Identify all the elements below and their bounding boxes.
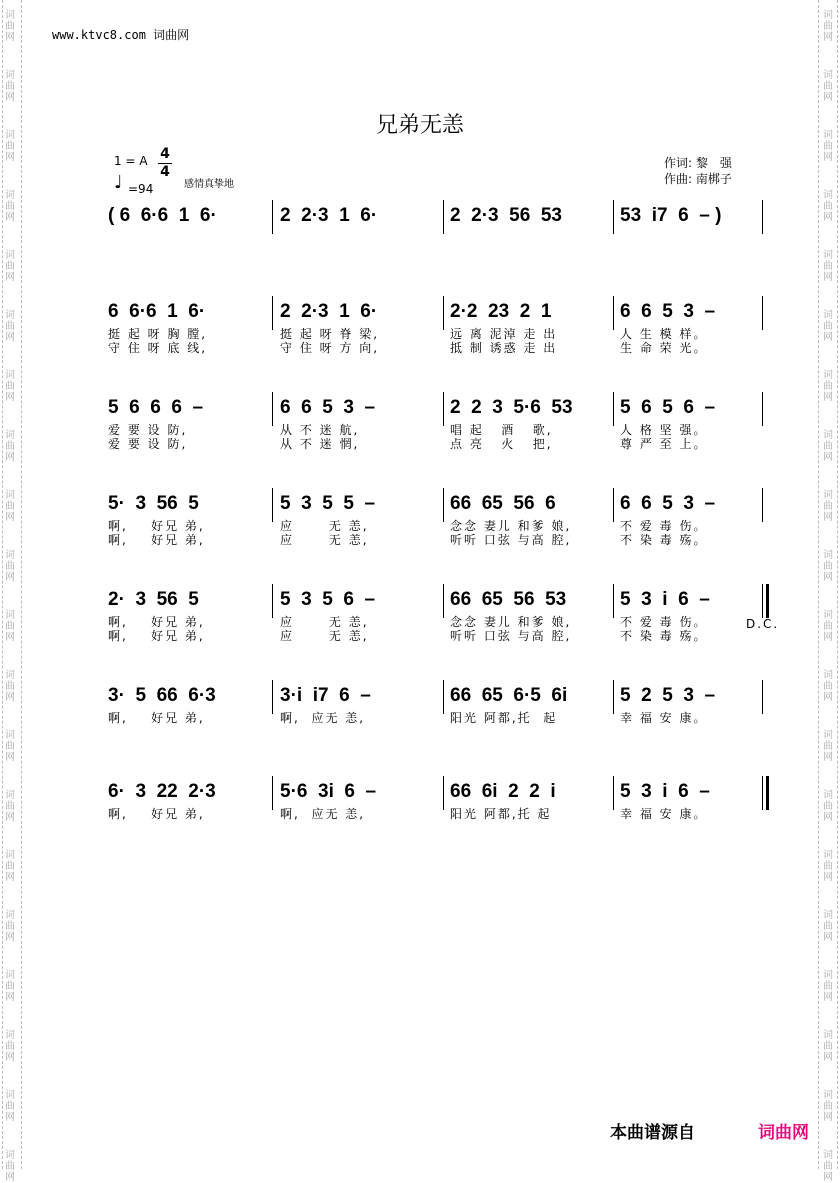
lyric-line: 阳光 阿都,托 起 xyxy=(450,807,552,821)
lyric-line: 啊, 好兄 弟, xyxy=(108,519,205,533)
watermark-text: 词 曲 网 xyxy=(823,370,833,403)
measure-notes: 53 i7 6 – ) xyxy=(620,205,722,226)
footer-brand-link[interactable]: 词曲网 xyxy=(758,1123,809,1143)
lyric-line: 听听 口弦 与高 腔, xyxy=(450,629,572,643)
watermark-text: 词 曲 网 xyxy=(823,610,833,643)
watermark-text: 词 曲 网 xyxy=(823,730,833,763)
watermark-text: 词 曲 网 xyxy=(5,10,15,43)
watermark-text: 词 曲 网 xyxy=(5,310,15,343)
lyric-line: 啊, 好兄 弟, xyxy=(108,629,205,643)
bar-line xyxy=(272,584,273,618)
bar-line xyxy=(443,392,444,426)
lyric-line: 点 亮 火 把, xyxy=(450,437,553,451)
bar-line xyxy=(272,680,273,714)
bar-line xyxy=(613,200,614,234)
measure-notes: 2·2 23 2 1 xyxy=(450,301,552,322)
watermark-text: 词 曲 网 xyxy=(823,430,833,463)
bar-line xyxy=(762,584,763,618)
lyric-line: 人 生 模 样。 xyxy=(620,327,708,341)
lyric-line: 幸 福 安 康。 xyxy=(620,711,708,725)
expression-mark: 感情真挚地 xyxy=(184,179,234,190)
bar-line xyxy=(272,776,273,810)
measure-notes: 6 6 5 3 – xyxy=(620,301,716,322)
quarter-note-icon: ♩ xyxy=(114,172,123,193)
measure-notes: 6 6 5 3 – xyxy=(620,493,716,514)
bar-line xyxy=(613,296,614,330)
watermark-text: 词 曲 网 xyxy=(823,490,833,523)
dc-mark: D.C. xyxy=(746,617,780,631)
bar-line xyxy=(272,200,273,234)
bar-line xyxy=(443,680,444,714)
site-url[interactable]: www.ktvc8.com 词曲网 xyxy=(52,28,190,42)
final-bar-line xyxy=(766,776,769,810)
measure-notes: 6 6·6 1 6· xyxy=(108,301,206,322)
lyric-line: 不 染 毒 殇。 xyxy=(620,629,708,643)
watermark-text: 词 曲 网 xyxy=(5,430,15,463)
measure-notes: 2 2·3 1 6· xyxy=(280,301,378,322)
bar-line xyxy=(443,296,444,330)
lyric-line: 啊, 好兄 弟, xyxy=(108,533,205,547)
watermark-text: 词 曲 网 xyxy=(5,670,15,703)
lyric-line: 应 无 恙, xyxy=(280,615,369,629)
measure-notes: 5· 3 56 5 xyxy=(108,493,199,514)
measure-notes: ( 6 6·6 1 6· xyxy=(108,205,217,226)
lyric-line: 不 染 毒 殇。 xyxy=(620,533,708,547)
time-signature-top: 4 xyxy=(160,146,170,162)
bar-line xyxy=(613,584,614,618)
measure-notes: 6· 3 22 2·3 xyxy=(108,781,216,802)
measure-notes: 66 65 6·5 6i xyxy=(450,685,568,706)
lyric-line: 啊, 好兄 弟, xyxy=(108,711,205,725)
watermark-text: 词 曲 网 xyxy=(5,490,15,523)
measure-notes: 2 2·3 56 53 xyxy=(450,205,562,226)
watermark-text: 词 曲 网 xyxy=(823,970,833,1003)
watermark-text: 词 曲 网 xyxy=(5,790,15,823)
lyric-line: 爱 要 设 防, xyxy=(108,423,188,437)
watermark-text: 词 曲 网 xyxy=(823,910,833,943)
measure-notes: 5 3 i 6 – xyxy=(620,589,710,610)
lyric-line: 唱 起 酒 歌, xyxy=(450,423,553,437)
measure-notes: 5 6 5 6 – xyxy=(620,397,716,418)
watermark-text: 词 曲 网 xyxy=(5,910,15,943)
measure-notes: 6 6 5 3 – xyxy=(280,397,376,418)
measure-notes: 5 2 5 3 – xyxy=(620,685,716,706)
bar-line xyxy=(613,680,614,714)
bar-line xyxy=(762,200,763,234)
watermark-text: 词 曲 网 xyxy=(823,1150,833,1183)
bar-line xyxy=(613,488,614,522)
measure-notes: 5·6 3i 6 – xyxy=(280,781,377,802)
watermark-text: 词 曲 网 xyxy=(5,1090,15,1123)
lyric-line: 应 无 恙, xyxy=(280,519,369,533)
key-signature: 1 = A xyxy=(114,154,148,168)
lyric-line: 人 格 坚 强。 xyxy=(620,423,708,437)
bar-line xyxy=(443,488,444,522)
measure-notes: 66 6i 2 2 i xyxy=(450,781,556,802)
bar-line xyxy=(443,776,444,810)
measure-notes: 66 65 56 6 xyxy=(450,493,556,514)
bar-line xyxy=(272,296,273,330)
watermark-text: 词 曲 网 xyxy=(5,550,15,583)
lyric-line: 啊, 好兄 弟, xyxy=(108,807,205,821)
watermark-text: 词 曲 网 xyxy=(823,550,833,583)
watermark-text: 词 曲 网 xyxy=(5,130,15,163)
lyric-line: 远 离 泥淖 走 出 xyxy=(450,327,558,341)
measure-notes: 3·i i7 6 – xyxy=(280,685,371,706)
composer-credit: 作曲: 南梆子 xyxy=(664,172,732,186)
bar-line xyxy=(613,776,614,810)
lyric-line: 抵 制 诱惑 走 出 xyxy=(450,341,558,355)
bar-line xyxy=(762,296,763,330)
lyric-line: 不 爱 毒 伤。 xyxy=(620,615,708,629)
lyric-line: 啊, 好兄 弟, xyxy=(108,615,205,629)
measure-notes: 5 3 5 5 – xyxy=(280,493,376,514)
bar-line xyxy=(762,776,763,810)
measure-notes: 2 2·3 1 6· xyxy=(280,205,378,226)
lyric-line: 守 住 呀 方 向, xyxy=(280,341,380,355)
lyric-line: 念念 妻儿 和爹 娘, xyxy=(450,615,572,629)
watermark-text: 词 曲 网 xyxy=(5,850,15,883)
measure-notes: 3· 5 66 6·3 xyxy=(108,685,216,706)
watermark-text: 词 曲 网 xyxy=(5,1030,15,1063)
watermark-text: 词 曲 网 xyxy=(823,670,833,703)
watermark-text: 词 曲 网 xyxy=(5,1150,15,1183)
time-signature-bottom: 4 xyxy=(158,163,172,181)
watermark-text: 词 曲 网 xyxy=(823,310,833,343)
bar-line xyxy=(762,488,763,522)
bar-line xyxy=(762,392,763,426)
lyric-line: 生 命 荣 光。 xyxy=(620,341,708,355)
watermark-text: 词 曲 网 xyxy=(823,70,833,103)
watermark-text: 词 曲 网 xyxy=(823,250,833,283)
lyric-line: 应 无 恙, xyxy=(280,533,369,547)
bar-line xyxy=(272,392,273,426)
watermark-text: 词 曲 网 xyxy=(5,70,15,103)
watermark-text: 词 曲 网 xyxy=(823,790,833,823)
bar-line xyxy=(272,488,273,522)
lyric-line: 啊, 应无 恙, xyxy=(280,807,366,821)
lyricist-credit: 作词: 黎 强 xyxy=(664,156,732,170)
lyric-line: 听听 口弦 与高 腔, xyxy=(450,533,572,547)
lyric-line: 啊, 应无 恙, xyxy=(280,711,366,725)
lyric-line: 爱 要 设 防, xyxy=(108,437,188,451)
measure-notes: 2· 3 56 5 xyxy=(108,589,199,610)
watermark-text: 词 曲 网 xyxy=(5,250,15,283)
measure-notes: 5 3 i 6 – xyxy=(620,781,710,802)
bar-line xyxy=(613,392,614,426)
watermark-text: 词 曲 网 xyxy=(823,1090,833,1123)
measure-notes: 5 3 5 6 – xyxy=(280,589,376,610)
watermark-text: 词 曲 网 xyxy=(823,1030,833,1063)
lyric-line: 应 无 恙, xyxy=(280,629,369,643)
bar-line xyxy=(443,200,444,234)
lyric-line: 不 爱 毒 伤。 xyxy=(620,519,708,533)
watermark-text: 词 曲 网 xyxy=(823,130,833,163)
lyric-line: 阳光 阿都,托 起 xyxy=(450,711,558,725)
watermark-text: 词 曲 网 xyxy=(5,370,15,403)
time-signature xyxy=(158,146,172,181)
lyric-line: 念念 妻儿 和爹 娘, xyxy=(450,519,572,533)
song-title: 兄弟无恙 xyxy=(375,113,464,138)
bar-line xyxy=(762,680,763,714)
lyric-line: 挺 起 呀 胸 膛, xyxy=(108,327,208,341)
lyric-line: 从 不 迷 惘, xyxy=(280,437,360,451)
watermark-text: 词 曲 网 xyxy=(5,730,15,763)
bar-line xyxy=(443,584,444,618)
watermark-text: 词 曲 网 xyxy=(5,190,15,223)
tempo: =94 xyxy=(128,182,154,196)
measure-notes: 66 65 56 53 xyxy=(450,589,567,610)
final-bar-line xyxy=(766,584,769,618)
watermark-text: 词 曲 网 xyxy=(823,10,833,43)
watermark-text: 词 曲 网 xyxy=(823,850,833,883)
watermark-text: 词 曲 网 xyxy=(5,610,15,643)
lyric-line: 守 住 呀 底 线, xyxy=(108,341,208,355)
watermark-text: 词 曲 网 xyxy=(823,190,833,223)
lyric-line: 从 不 迷 航, xyxy=(280,423,360,437)
measure-notes: 5 6 6 6 – xyxy=(108,397,204,418)
lyric-line: 尊 严 至 上。 xyxy=(620,437,708,451)
lyric-line: 幸 福 安 康。 xyxy=(620,807,708,821)
watermark-text: 词 曲 网 xyxy=(5,970,15,1003)
measure-notes: 2 2 3 5·6 53 xyxy=(450,397,573,418)
lyric-line: 挺 起 呀 脊 梁, xyxy=(280,327,380,341)
footer-source-label: 本曲谱源自 xyxy=(610,1123,695,1143)
